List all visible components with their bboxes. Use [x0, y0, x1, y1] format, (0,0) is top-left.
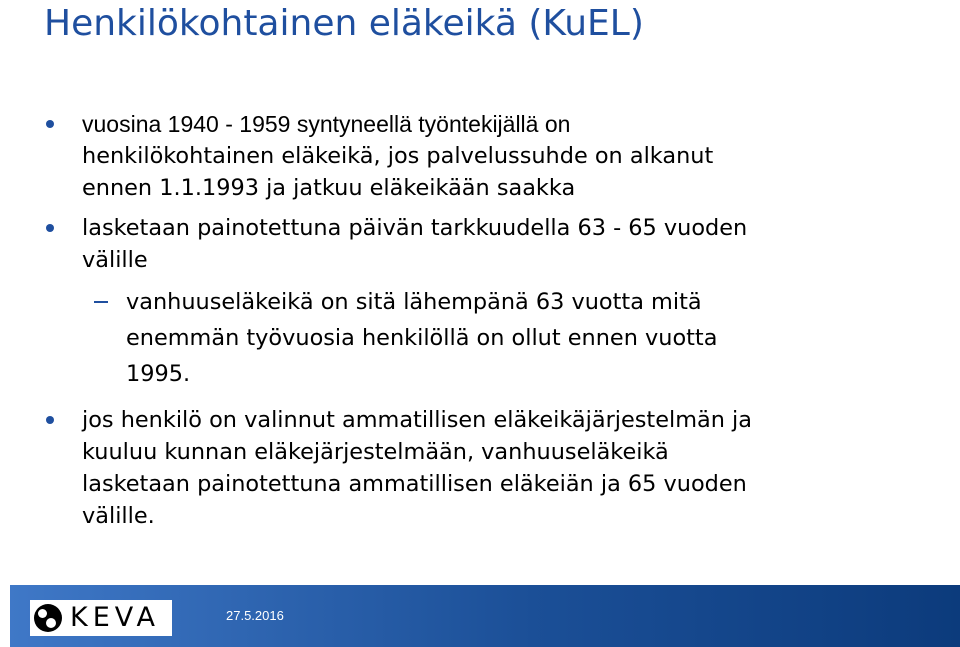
bullet-line: lasketaan painotettuna päivän tarkkuudella 63 - 65 vuoden [82, 215, 748, 241]
bullet-dot-icon [46, 120, 54, 128]
bullet-line: ennen 1.1.1993 ja jatkuu eläkeikään saakka [82, 175, 576, 201]
keva-logo [30, 600, 172, 636]
keva-logo-mark-icon [34, 604, 62, 632]
bullet-line: henkilökohtainen eläkeikä, jos palvelussuhde on alkanut [82, 143, 714, 169]
keva-logo-text: KEVA [70, 602, 160, 633]
bullet-item [44, 404, 924, 532]
dash-icon [94, 301, 108, 303]
bullet-line: kuuluu kunnan eläkejärjestelmään, vanhuuseläkeikä [82, 439, 669, 465]
sub-bullet-item [44, 284, 924, 392]
sub-bullet-line: vanhuuseläkeikä on sitä lähempänä 63 vuotta mitä [126, 289, 702, 315]
footer-date: 27.5.2016 [226, 608, 284, 623]
slide-title: Henkilökohtainen eläkeikä (KuEL) [44, 3, 644, 44]
bullet-item [44, 108, 924, 204]
bullet-dot-icon [46, 416, 54, 424]
bullet-line: välille. [82, 503, 155, 529]
bullet-line: lasketaan painotettuna ammatillisen eläkeiän ja 65 vuoden [82, 471, 747, 497]
bullet-line: välille [82, 247, 148, 273]
bullet-list [44, 108, 924, 540]
sub-bullet-line: enemmän työvuosia henkilöllä on ollut ennen vuotta [126, 325, 718, 351]
bullet-dot-icon [46, 224, 54, 232]
bullet-item [44, 212, 924, 276]
sub-bullet-line: 1995. [126, 361, 191, 387]
bullet-line: jos henkilö on valinnut ammatillisen eläkeikäjärjestelmän ja [82, 407, 752, 433]
bullet-line: vuosina 1940 - 1959 syntyneellä työntekijällä on [82, 111, 571, 137]
